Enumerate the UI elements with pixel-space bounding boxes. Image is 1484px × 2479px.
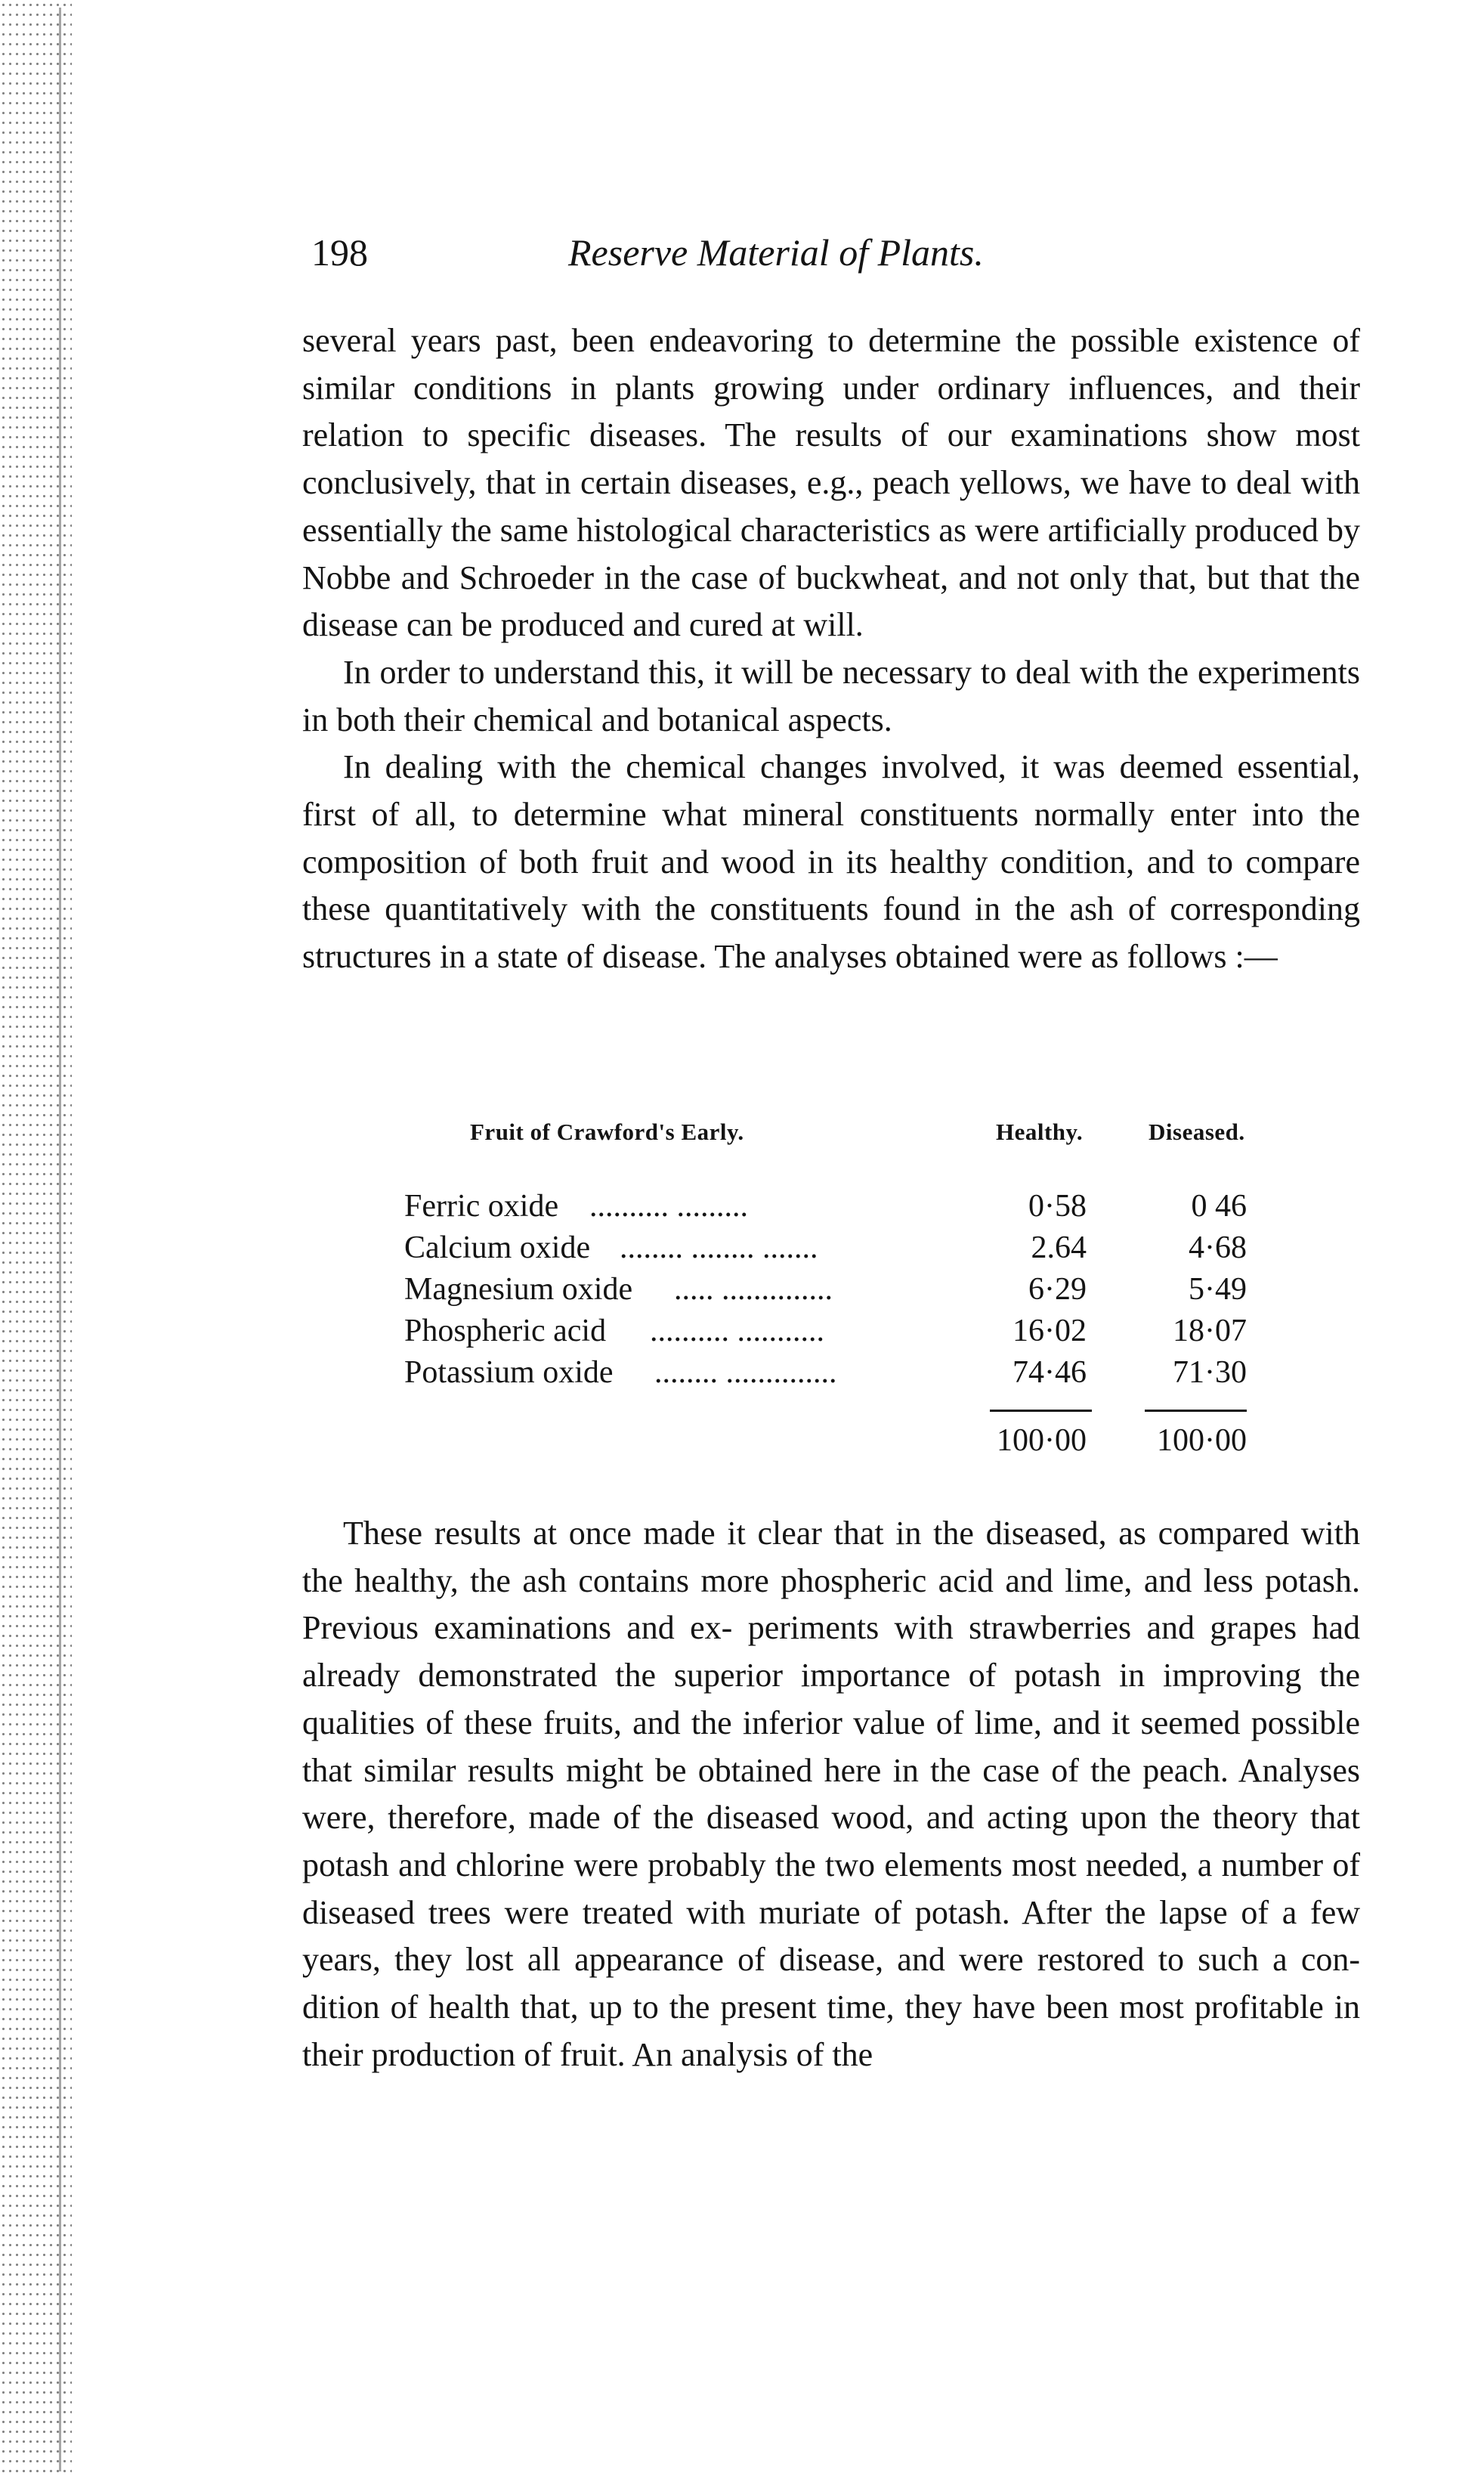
- text-line: with muriate of potash. After the lapse of a few years, they: [302, 1893, 1361, 1979]
- text-line: and Schroeder in the case of buckwheat, and not only that,: [400, 559, 1197, 596]
- row-label: Ferric oxide: [404, 1189, 559, 1224]
- row-label: Calcium oxide: [404, 1230, 591, 1265]
- value-diseased: 0 46: [1191, 1189, 1247, 1224]
- value-diseased: 18·07: [1173, 1314, 1247, 1348]
- page-header: [311, 231, 1362, 283]
- text-line: its healthy condition, and to compare these quantitatively with: [302, 843, 1360, 928]
- text-line: two elements most needed, a number of diseased trees were treated: [302, 1846, 1361, 1931]
- value-healthy: 6·29: [1028, 1272, 1087, 1307]
- value-diseased: 5·49: [1189, 1272, 1247, 1307]
- text-line: periments with strawberries and grapes had already demonstrated: [302, 1609, 1361, 1694]
- table-row: [302, 1354, 1360, 1397]
- total-healthy: 100·00: [997, 1423, 1087, 1458]
- paragraph-3: [302, 744, 1360, 981]
- paragraph-continued: [302, 317, 1360, 981]
- value-healthy: 16·02: [1013, 1314, 1087, 1348]
- text-line: existence of similar conditions in plants growing under ordinary: [302, 322, 1360, 407]
- text-line: most profitable in their production of fruit. An analysis of the: [302, 1988, 1360, 2073]
- value-healthy: 74·46: [1013, 1355, 1087, 1390]
- text-line: the constituents found in the ash of corresponding structures in: [302, 890, 1360, 976]
- text-line: acid and lime, and less potash. Previous examinations and ex-: [302, 1561, 1361, 1647]
- dot-leader: ..... ..............: [674, 1272, 833, 1307]
- total-rule-healthy: [990, 1410, 1092, 1412]
- paragraph-4: [302, 1510, 1360, 2078]
- text-line: normally enter into the composition of both fruit and wood in: [302, 796, 1361, 880]
- text-line: These results at once made it clear that in the diseased, as: [343, 1515, 1146, 1552]
- paragraph-results: [302, 1510, 1360, 2078]
- scan-binding-edge: [59, 8, 61, 2471]
- text-line: these fruits, and the inferior value of lime, and it seemed possible: [464, 1704, 1361, 1741]
- table-row: [302, 1230, 1360, 1272]
- text-line: the superior importance of potash in improving the qualities of: [302, 1657, 1360, 1741]
- dot-leader: ........ ..............: [654, 1355, 837, 1390]
- table-row: [302, 1188, 1360, 1230]
- ash-analysis-table: [302, 1119, 1360, 1474]
- row-label: Magnesium oxide: [404, 1272, 633, 1307]
- text-line: dition of health that, up to the present time, they have been: [302, 1988, 1109, 2026]
- text-line: a state of disease. The analyses obtained were as follows :—: [474, 938, 1278, 976]
- total-rule-diseased: [1145, 1410, 1247, 1412]
- text-line: the experiments in both their chemical and botanical aspects.: [302, 653, 1361, 738]
- dot-leader: ........ ........ .......: [620, 1230, 818, 1265]
- text-line: In dealing with the chemical changes involved, it was deemed: [343, 748, 1223, 786]
- text-line: In order to understand this, it will be necessary to deal with: [343, 653, 1139, 691]
- text-line: compared with the healthy, the ash contains more phospheric: [302, 1515, 1360, 1599]
- paragraph-1: [302, 317, 1360, 649]
- text-line: lost all appearance of disease, and were restored to such a con-: [465, 1941, 1361, 1979]
- text-line: but that the disease can be produced and cured at will.: [302, 559, 1361, 644]
- text-line: peach. Analyses were, therefore, made of the diseased wood, and: [302, 1751, 1361, 1837]
- text-line: several years past, been endeavoring to determine the possible: [302, 322, 1180, 359]
- table-title: Fruit of Crawford's Early.: [470, 1119, 744, 1145]
- total-diseased: 100·00: [1157, 1423, 1247, 1458]
- row-label: Phospheric acid: [404, 1314, 607, 1348]
- value-healthy: 0·58: [1028, 1189, 1087, 1224]
- page-number: 198: [311, 231, 368, 274]
- value-diseased: 71·30: [1173, 1355, 1247, 1390]
- text-line: histological characteristics as were artificially produced by Nobbe: [302, 511, 1360, 596]
- text-line: e.g., peach yellows, we have to deal with essentially the same: [302, 464, 1361, 549]
- text-line: acting upon the theory that potash and chlorine were probably the: [302, 1799, 1361, 1883]
- running-title: Reserve Material of Plants.: [568, 231, 984, 274]
- text-line: influences, and their relation to specific diseases. The results of: [302, 369, 1360, 454]
- row-label: Potassium oxide: [404, 1355, 614, 1390]
- dot-leader: .......... .........: [589, 1189, 748, 1224]
- table-row: [302, 1313, 1360, 1355]
- text-line: that similar results might be obtained here in the case of the: [302, 1751, 1131, 1789]
- dot-leader: .......... ...........: [650, 1314, 824, 1348]
- column-header-healthy: Healthy.: [996, 1119, 1084, 1145]
- paragraph-2: [302, 649, 1360, 744]
- table-row: [302, 1271, 1360, 1314]
- value-diseased: 4·68: [1189, 1230, 1247, 1265]
- text-line: our examinations show most conclusively, that in certain diseases,: [302, 416, 1361, 502]
- value-healthy: 2.64: [1031, 1230, 1087, 1265]
- column-header-diseased: Diseased.: [1149, 1119, 1245, 1145]
- text-line: essential, first of all, to determine what mineral constituents: [302, 748, 1361, 834]
